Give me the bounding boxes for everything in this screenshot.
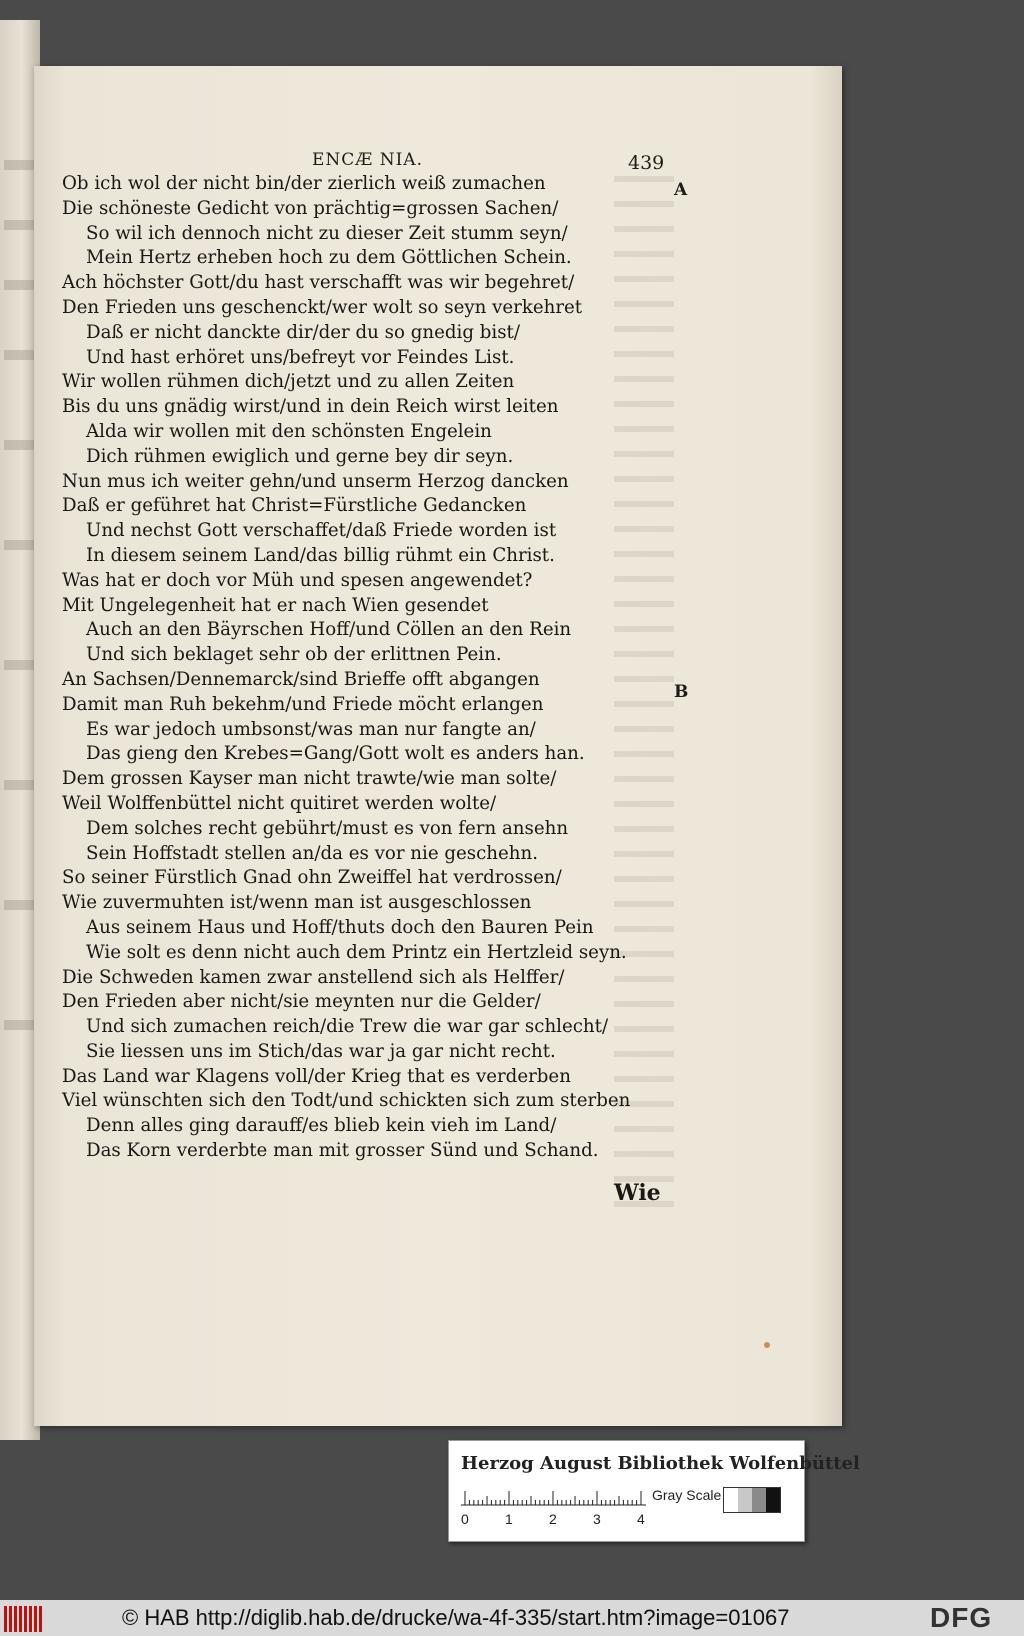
- poem-line: Und hast erhöret uns/befreyt vor Feindes List.: [86, 346, 515, 368]
- margin-mark-a: A: [674, 180, 688, 200]
- dfg-logo: DFG: [930, 1602, 993, 1633]
- poem-line: Die schöneste Gedicht von prächtig=grossen Sachen/: [62, 197, 559, 219]
- library-color-label: [448, 1440, 860, 1542]
- poem-line: Nun mus ich weiter gehn/und unserm Herzog dancken: [62, 470, 569, 492]
- poem-line: Sein Hoffstadt stellen an/da es vor nie geschehn.: [86, 842, 538, 864]
- ruler-number: 0: [461, 1511, 469, 1527]
- poem-line: Und sich zumachen reich/die Trew die war gar schlecht/: [86, 1016, 609, 1038]
- poem-line: Auch an den Bäyrschen Hoff/und Cöllen an den Rein: [86, 619, 572, 641]
- ruler-number: 1: [505, 1511, 513, 1527]
- barcode-icon: [4, 1606, 44, 1632]
- poem-line: Dich rühmen ewiglich und gerne bey dir seyn.: [86, 445, 514, 467]
- running-header: ENCÆ NIA.: [312, 150, 423, 170]
- poem-line: Und sich beklaget sehr ob der erlittnen Pein.: [86, 644, 502, 666]
- poem-line: Das gieng den Krebes=Gang/Gott wolt es anders han.: [86, 743, 585, 765]
- gray-step: [738, 1488, 752, 1512]
- gray-scale-bar: [723, 1487, 781, 1513]
- ruler-scale: [461, 1485, 646, 1507]
- poem-line: Das Land war Klagens voll/der Krieg that es verderben: [62, 1065, 571, 1087]
- source-url[interactable]: © HAB http://diglib.hab.de/drucke/wa-4f-335/start.htm?image=01067: [122, 1605, 790, 1630]
- poem-line: Den Frieden aber nicht/sie meynten nur die Gelder/: [62, 991, 541, 1013]
- poem-line: Es war jedoch umbsonst/was man nur fangte an/: [86, 718, 536, 740]
- poem-line: In diesem seinem Land/das billig rühmt ein Christ.: [86, 544, 555, 566]
- gray-step: [724, 1488, 738, 1512]
- paper-stain: [764, 1342, 770, 1348]
- ruler-numbers: [461, 1511, 661, 1531]
- poem-text: [62, 172, 631, 1164]
- poem-line: So seiner Fürstlich Gnad ohn Zweiffel hat verdrossen/: [62, 867, 562, 889]
- gray-scale-label: Gray Scale: [652, 1487, 722, 1503]
- ruler-number: 3: [593, 1511, 601, 1527]
- poem-line: Damit man Ruh bekehm/und Friede möcht erlangen: [62, 693, 544, 715]
- poem-line: Bis du uns gnädig wirst/und in dein Reich wirst leiten: [62, 396, 559, 418]
- poem-line: Viel wünschten sich den Todt/und schickten sich zum sterben: [62, 1090, 631, 1112]
- poem-line: Wie zuvermuhten ist/wenn man ist ausgeschlossen: [62, 892, 532, 914]
- poem-line: So wil ich dennoch nicht zu dieser Zeit stumm seyn/: [86, 222, 568, 244]
- gray-step: [766, 1488, 780, 1512]
- poem-line: Denn alles ging darauff/es blieb kein vieh im Land/: [86, 1115, 557, 1137]
- catchword: Wie: [614, 1180, 661, 1206]
- gray-step: [752, 1488, 766, 1512]
- poem-line: Mit Ungelegenheit hat er nach Wien gesendet: [62, 594, 489, 616]
- poem-line: Wir wollen rühmen dich/jetzt und zu allen Zeiten: [62, 371, 515, 393]
- library-name: Herzog August Bibliothek Wolfenbüttel: [461, 1453, 860, 1474]
- poem-line: Alda wir wollen mit den schönsten Engelein: [86, 420, 492, 442]
- poem-line: Ach höchster Gott/du hast verschafft was wir begehret/: [62, 272, 575, 294]
- poem-line: An Sachsen/Dennemarck/sind Brieffe offt abgangen: [62, 668, 540, 690]
- ruler-number: 2: [549, 1511, 557, 1527]
- poem-line: Mein Hertz erheben hoch zu dem Göttlichen Schein.: [86, 247, 572, 269]
- poem-line: Und nechst Gott verschaffet/daß Friede worden ist: [86, 520, 557, 542]
- footer-bar: [0, 1600, 1024, 1636]
- poem-line: Den Frieden uns geschenckt/wer wolt so seyn verkehret: [62, 296, 583, 318]
- poem-line: Dem solches recht gebührt/must es von fern ansehn: [86, 817, 569, 839]
- margin-mark-b: B: [674, 682, 689, 702]
- bleed-through: [614, 176, 674, 1226]
- poem-line: Aus seinem Haus und Hoff/thuts doch den Bauren Pein: [86, 916, 594, 938]
- poem-line: Die Schweden kamen zwar anstellend sich als Helffer/: [62, 966, 565, 988]
- poem-line: Das Korn verderbte man mit grosser Sünd und Schand.: [86, 1140, 599, 1162]
- poem-line: Was hat er doch vor Müh und spesen angewendet?: [62, 569, 533, 591]
- poem-line: Dem grossen Kayser man nicht trawte/wie man solte/: [62, 768, 557, 790]
- poem-line: Ob ich wol der nicht bin/der zierlich weiß zumachen: [62, 173, 546, 194]
- poem-line: Daß er geführet hat Christ=Fürstliche Gedancken: [62, 495, 527, 517]
- poem-line: Daß er nicht danckte dir/der du so gnedig bist/: [86, 321, 520, 343]
- ruler-number: 4: [637, 1511, 645, 1527]
- page-number: 439: [628, 152, 665, 174]
- poem-line: Wie solt es denn nicht auch dem Printz ein Hertzleid seyn.: [86, 941, 627, 963]
- poem-line: Sie liessen uns im Stich/das war ja gar nicht recht.: [86, 1040, 556, 1062]
- poem-line: Weil Wolffenbüttel nicht quitiret werden wolte/: [62, 792, 497, 814]
